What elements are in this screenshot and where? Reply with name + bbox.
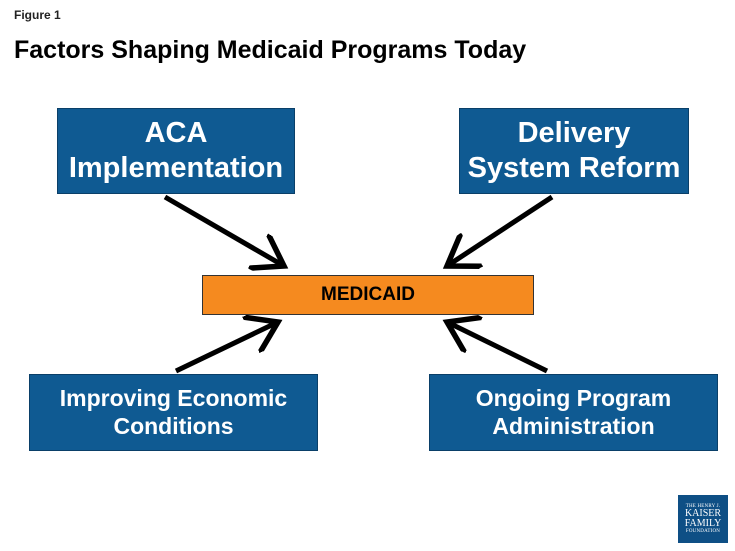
aca-box-line2: Implementation	[68, 152, 284, 184]
figure-label: Figure 1	[14, 8, 61, 22]
arrow-aca-to-medicaid	[165, 197, 284, 266]
page-title: Factors Shaping Medicaid Programs Today	[14, 36, 527, 64]
arrow-economic-to-medicaid	[176, 322, 278, 371]
ongoing-box-line1: Ongoing Program	[475, 384, 672, 411]
delivery-box-line2: System Reform	[467, 152, 681, 184]
logo-line-2: KAISER	[684, 508, 722, 519]
logo-line-3: FAMILY	[684, 518, 722, 529]
delivery-box-line1: Delivery	[517, 117, 631, 150]
economic-box-line2: Conditions	[113, 412, 234, 439]
kaiser-family-foundation-logo	[678, 495, 728, 543]
economic-box-line1: Improving Economic	[59, 384, 288, 411]
logo-line-4: FOUNDATION	[685, 529, 721, 534]
arrow-ongoing-to-medicaid	[447, 322, 547, 371]
logo-line-1: THE HENRY J.	[685, 504, 721, 509]
medicaid-label: MEDICAID	[321, 284, 415, 305]
arrow-delivery-to-medicaid	[447, 197, 552, 266]
aca-box-line1: ACA	[144, 117, 208, 150]
ongoing-box-line2: Administration	[492, 412, 655, 439]
